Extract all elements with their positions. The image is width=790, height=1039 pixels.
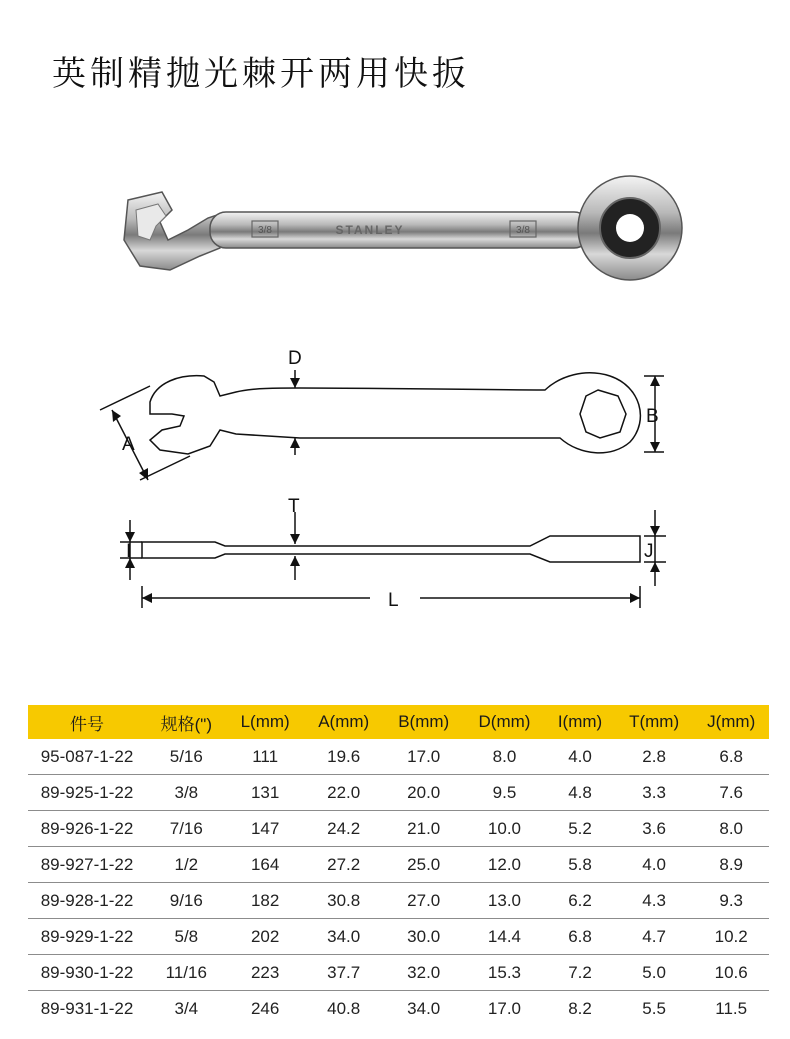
table-row: [28, 847, 769, 883]
table-cell: 30.8: [304, 883, 384, 919]
table-cell: 3/8: [146, 775, 227, 811]
brand-engraving: STANLEY: [335, 223, 405, 237]
table-cell: 223: [227, 955, 304, 991]
table-cell: 164: [227, 847, 304, 883]
table-cell: 89-928-1-22: [28, 883, 146, 919]
table-cell: 131: [227, 775, 304, 811]
wrench-photo: [110, 170, 700, 290]
table-cell: 5.2: [545, 811, 615, 847]
table-cell: 20.0: [384, 775, 464, 811]
table-cell: 111: [227, 739, 304, 775]
column-header: 规格("): [146, 705, 227, 739]
table-cell: 14.4: [464, 919, 545, 955]
table-cell: 25.0: [384, 847, 464, 883]
table-cell: 5/8: [146, 919, 227, 955]
table-cell: 202: [227, 919, 304, 955]
label-l: L: [388, 590, 399, 611]
table-cell: 8.9: [693, 847, 769, 883]
table-cell: 37.7: [304, 955, 384, 991]
table-cell: 3.6: [615, 811, 694, 847]
page-title: 英制精抛光棘开两用快扳: [52, 54, 470, 94]
table-cell: 4.0: [545, 739, 615, 775]
table-cell: 15.3: [464, 955, 545, 991]
table-cell: 89-929-1-22: [28, 919, 146, 955]
label-a: A: [122, 434, 135, 455]
table-cell: 8.0: [693, 811, 769, 847]
table-cell: 17.0: [487, 998, 521, 1018]
table-cell: 4.3: [615, 883, 694, 919]
column-header: J(mm): [693, 705, 769, 739]
table-cell: 21.0: [384, 811, 464, 847]
table-cell: 27.2: [304, 847, 384, 883]
table-cell: 34.0: [407, 998, 441, 1018]
table-cell: 8.2: [568, 998, 592, 1018]
table-cell: 95-087-1-22: [28, 739, 146, 775]
column-header: 件号: [28, 705, 146, 739]
table-row: [28, 883, 769, 919]
table-cell: 9/16: [146, 883, 227, 919]
table-header-row: [28, 705, 769, 739]
label-d: D: [288, 348, 302, 369]
column-header: D(mm): [464, 705, 545, 739]
table-cell: 89-931-1-22: [40, 998, 134, 1018]
table-cell: 12.0: [464, 847, 545, 883]
table-row: [28, 955, 769, 991]
label-i: I: [126, 541, 132, 562]
table-cell: 5.0: [615, 955, 694, 991]
table-cell: 6.8: [693, 739, 769, 775]
table-cell: 246: [250, 998, 280, 1018]
table-cell: 32.0: [384, 955, 464, 991]
table-cell: 6.2: [545, 883, 615, 919]
column-header: B(mm): [384, 705, 464, 739]
label-j: J: [644, 541, 654, 562]
table-cell: 147: [227, 811, 304, 847]
column-header: T(mm): [615, 705, 694, 739]
table-cell: 10.2: [693, 919, 769, 955]
table-cell: 4.8: [545, 775, 615, 811]
table-cell: 89-925-1-22: [28, 775, 146, 811]
table-cell: 10.0: [464, 811, 545, 847]
table-cell: 9.5: [464, 775, 545, 811]
table-cell: 11.5: [715, 998, 748, 1018]
table-cell: 7.6: [693, 775, 769, 811]
dimension-drawing: [0, 330, 790, 630]
table-row: [28, 775, 769, 811]
label-b: B: [646, 406, 659, 427]
column-header: L(mm): [227, 705, 304, 739]
table-cell: 1/2: [146, 847, 227, 883]
table-row: [28, 919, 769, 955]
size-mark-right: 3/8: [516, 225, 530, 236]
table-cell: 34.0: [304, 919, 384, 955]
table-cell: 3.3: [615, 775, 694, 811]
table-cell: 17.0: [384, 739, 464, 775]
table-cell: 8.0: [464, 739, 545, 775]
column-header: I(mm): [545, 705, 615, 739]
table-cell: 7.2: [545, 955, 615, 991]
table-cell: 89-926-1-22: [28, 811, 146, 847]
table-row: [28, 811, 769, 847]
table-cell: 22.0: [304, 775, 384, 811]
table-cell: 89-927-1-22: [28, 847, 146, 883]
table-cell: 13.0: [464, 883, 545, 919]
table-row: [28, 739, 769, 775]
table-cell: 10.6: [693, 955, 769, 991]
label-t: T: [288, 496, 300, 517]
table-cell: 7/16: [146, 811, 227, 847]
table-cell: 3/4: [174, 998, 199, 1018]
table-cell: 182: [227, 883, 304, 919]
table-cell: 5.8: [545, 847, 615, 883]
table-cell: 2.8: [615, 739, 694, 775]
table-cell: 9.3: [693, 883, 769, 919]
size-mark-left: 3/8: [258, 225, 272, 236]
table-cell: 30.0: [384, 919, 464, 955]
table-cell: 89-930-1-22: [28, 955, 146, 991]
table-cell: 24.2: [304, 811, 384, 847]
table-cell: 5.5: [642, 998, 666, 1018]
table-cell: 19.6: [304, 739, 384, 775]
table-cell: 40.8: [327, 998, 361, 1018]
table-cell: 4.0: [615, 847, 694, 883]
table-cell: 6.8: [545, 919, 615, 955]
column-header: A(mm): [304, 705, 384, 739]
table-cell: 5/16: [146, 739, 227, 775]
table-row: [28, 991, 769, 1027]
table-cell: 4.7: [615, 919, 694, 955]
table-cell: 11/16: [146, 955, 227, 991]
table-cell: 27.0: [384, 883, 464, 919]
spec-table: [28, 705, 769, 1026]
